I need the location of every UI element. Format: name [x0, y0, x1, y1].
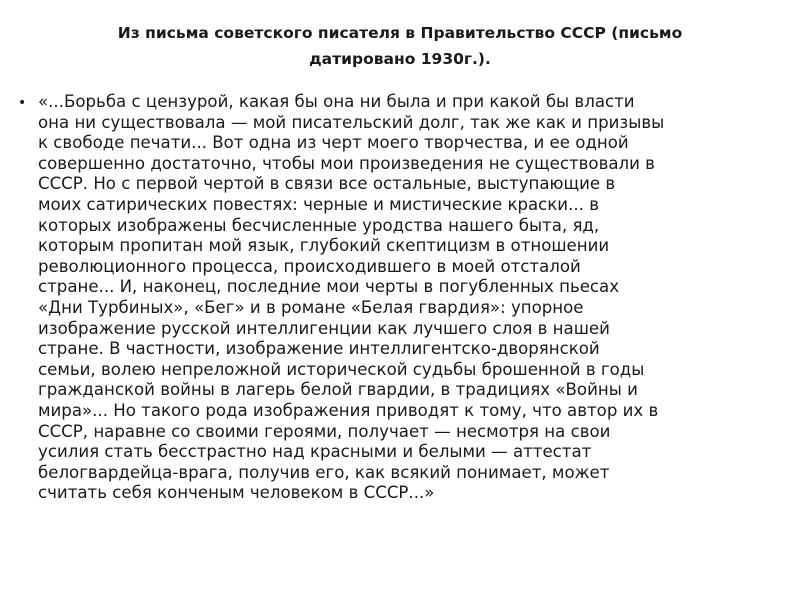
quote-line: которым пропитан мой язык, глубокий скептицизм в отношении — [38, 236, 610, 256]
quote-bullet-item — [18, 92, 788, 504]
slide-title — [60, 20, 740, 72]
quote-line: «...Борьба с цензурой, какая бы она ни была и при какой бы власти — [38, 92, 635, 111]
quote-line: гражданской войны в лагерь белой гвардии, в традициях «Войны и — [38, 380, 638, 400]
quote-line: белогвардейца-врага, получив его, как всякий понимает, может — [38, 462, 610, 482]
bullet-icon: • — [18, 95, 27, 111]
quote-line: семьи, волею непреложной исторической судьбы брошенной в годы — [38, 359, 645, 379]
quote-line: к свободе печати... Вот одна из черт моего творчества, и ее одной — [38, 133, 629, 153]
quote-line: СССР. Но с первой чертой в связи все остальные, выступающие в — [38, 174, 616, 194]
quote-paragraph — [38, 92, 758, 504]
quote-line: считать себя конченым человеком в СССР...» — [38, 483, 435, 503]
slide-body — [18, 92, 788, 504]
title-line-2: датировано 1930г.). — [309, 50, 491, 68]
quote-line: стране... И, наконец, последние мои черты в погубленных пьесах — [38, 277, 620, 297]
quote-line: революционного процесса, происходившего в моей отсталой — [38, 256, 581, 276]
quote-line: «Дни Турбиных», «Бег» и в романе «Белая гвардия»: упорное — [38, 297, 584, 317]
quote-line: совершенно достаточно, чтобы мои произведения не существовали в — [38, 153, 655, 173]
quote-line: стране. В частности, изображение интеллигентско-дворянской — [38, 339, 600, 359]
quote-line: усилия стать бесстрастно над красными и белыми — аттестат — [38, 442, 592, 462]
quote-line: она ни существовала — мой писательский долг, так же как и призывы — [38, 112, 665, 132]
quote-line: СССР, наравне со своими героями, получает — несмотря на свои — [38, 421, 611, 441]
quote-line: моих сатирических повестях: черные и мистические краски... в — [38, 194, 599, 214]
quote-line: которых изображены бесчисленные уродства нашего быта, яд, — [38, 215, 600, 235]
quote-line: мира»... Но такого рода изображения приводят к тому, что автор их в — [38, 400, 659, 420]
title-line-1: Из письма советского писателя в Правительство СССР (письмо — [117, 24, 683, 42]
quote-line: изображение русской интеллигенции как лучшего слоя в нашей — [38, 318, 610, 338]
